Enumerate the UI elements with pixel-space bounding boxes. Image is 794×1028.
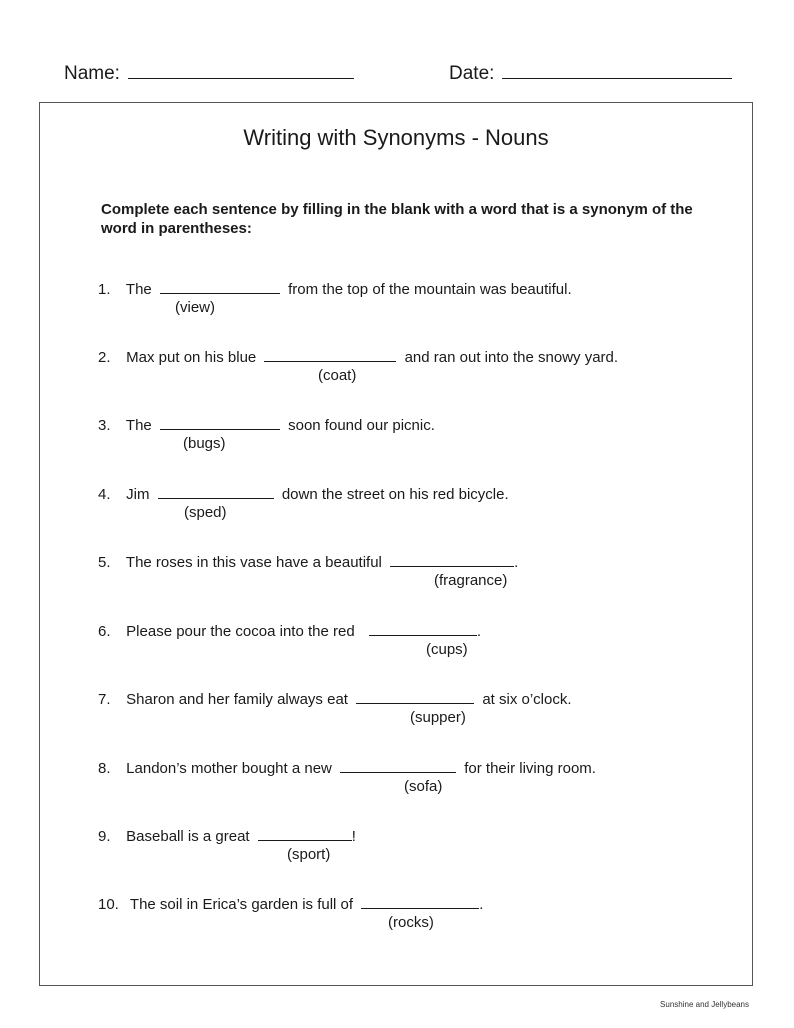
name-field: [64, 60, 354, 85]
worksheet-frame: [39, 102, 753, 986]
question-text-after: and ran out into the snowy yard.: [404, 349, 619, 366]
question-number: 8.: [98, 760, 111, 777]
answer-blank[interactable]: [356, 690, 474, 704]
question-hint: (view): [175, 299, 215, 316]
answer-blank[interactable]: [390, 553, 514, 567]
worksheet-title: Writing with Synonyms - Nouns: [243, 125, 549, 150]
question-1: [98, 280, 572, 316]
question-hint: (bugs): [183, 435, 226, 452]
question-text-after: .: [514, 554, 519, 571]
question-number: 7.: [98, 691, 111, 708]
question-text-after: .: [476, 623, 482, 640]
instructions: Complete each sentence by filling in the blank with a word that is a synonym of the word in parentheses:: [101, 201, 693, 237]
question-number: 5.: [98, 554, 111, 571]
question-text-before: The: [125, 281, 152, 298]
date-field: [449, 60, 732, 85]
question-number: 10.: [98, 896, 119, 913]
answer-blank[interactable]: [264, 348, 396, 362]
question-text-before: The soil in Erica’s garden is full of: [129, 896, 354, 913]
question-text-before: Jim: [126, 486, 150, 503]
question-number: 6.: [98, 623, 111, 640]
question-number: 2.: [98, 349, 111, 366]
question-text-after: .: [479, 896, 484, 913]
question-text-after: for their living room.: [464, 760, 596, 777]
question-text-after: from the top of the mountain was beautiful.: [288, 281, 572, 298]
question-3: [98, 416, 435, 452]
question-hint: (sport): [287, 846, 331, 863]
question-text-after: soon found our picnic.: [288, 417, 435, 434]
question-text-after: down the street on his red bicycle.: [281, 486, 509, 503]
answer-blank[interactable]: [160, 416, 280, 430]
question-10: [98, 895, 484, 931]
question-number: 4.: [98, 486, 111, 503]
question-7: [98, 690, 572, 726]
question-hint: (coat): [318, 367, 357, 384]
question-hint: (rocks): [388, 914, 434, 931]
question-2: [98, 348, 619, 384]
question-6: [98, 622, 482, 658]
date-blank[interactable]: [502, 60, 732, 79]
question-number: 9.: [98, 828, 111, 845]
question-number: 1.: [98, 281, 111, 298]
question-text-before: Max put on his blue: [126, 349, 257, 366]
question-text-after: !: [351, 828, 356, 845]
question-text-before: Baseball is a great: [126, 828, 250, 845]
answer-blank[interactable]: [160, 280, 280, 294]
name-blank[interactable]: [128, 60, 354, 79]
question-5: [98, 553, 519, 589]
question-number: 3.: [98, 417, 111, 434]
question-8: [98, 759, 596, 795]
date-label: Date:: [449, 63, 495, 84]
question-hint: (cups): [426, 641, 468, 658]
question-hint: (sped): [184, 504, 227, 521]
question-9: [98, 827, 356, 863]
name-label: Name:: [64, 63, 120, 84]
question-text-before: Landon’s mother bought a new: [126, 760, 332, 777]
question-text-after: at six o’clock.: [482, 691, 572, 708]
question-hint: (fragrance): [434, 572, 508, 589]
question-4: [98, 485, 509, 521]
answer-blank[interactable]: [158, 485, 274, 499]
answer-blank[interactable]: [340, 759, 456, 773]
answer-blank[interactable]: [258, 827, 352, 841]
question-text-before: Please pour the cocoa into the red: [126, 623, 355, 640]
question-hint: (sofa): [404, 778, 443, 795]
question-text-before: The roses in this vase have a beautiful: [125, 554, 382, 571]
answer-blank[interactable]: [361, 895, 479, 909]
footer-credit: Sunshine and Jellybeans: [660, 1000, 749, 1009]
question-text-before: Sharon and her family always eat: [126, 691, 348, 708]
question-text-before: The: [125, 417, 152, 434]
question-hint: (supper): [410, 709, 466, 726]
answer-blank[interactable]: [369, 622, 477, 636]
